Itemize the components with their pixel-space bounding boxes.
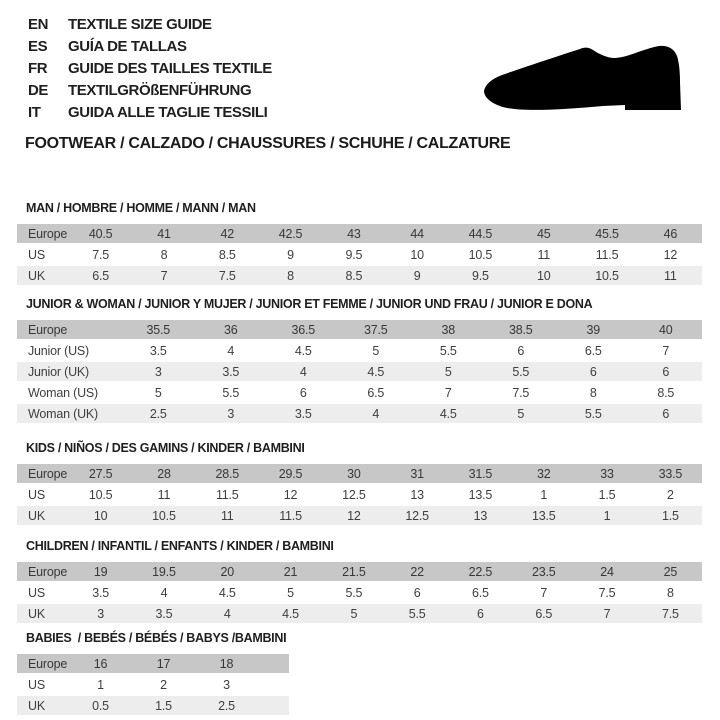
size-value: 9.5: [449, 265, 512, 286]
size-value: 3.5: [267, 403, 340, 424]
table-row: [17, 484, 702, 505]
size-table-kids: [17, 464, 702, 527]
size-table-section-kids: [17, 441, 702, 527]
header: [17, 14, 702, 154]
size-value: 17: [132, 654, 195, 674]
table-row: [17, 674, 289, 695]
size-value: 3: [195, 674, 258, 695]
size-value: 39: [557, 320, 630, 340]
size-value: 6.5: [557, 340, 630, 361]
size-value: 10.5: [449, 244, 512, 265]
size-value: 7: [575, 603, 638, 624]
size-value: 9.5: [322, 244, 385, 265]
spacer-cell: [258, 654, 289, 674]
size-value: 8.5: [196, 244, 259, 265]
language-title: TEXTILE SIZE GUIDE: [68, 16, 212, 33]
size-value: 12.5: [385, 505, 448, 526]
row-label: UK: [17, 265, 69, 286]
size-value: 5: [322, 603, 385, 624]
size-value: 13.5: [449, 484, 512, 505]
row-label: Europe: [17, 320, 122, 340]
section-title: CHILDREN / INFANTIL / ENFANTS / KINDER / BAMBINI: [26, 539, 334, 553]
size-value: 9: [259, 244, 322, 265]
language-code: EN: [28, 16, 49, 33]
size-value: 10.5: [575, 265, 638, 286]
size-value: 22.5: [449, 562, 512, 582]
size-value: 13: [385, 484, 448, 505]
size-value: 38.5: [485, 320, 558, 340]
size-value: 4.5: [267, 340, 340, 361]
size-value: 19: [69, 562, 132, 582]
size-value: 11: [639, 265, 702, 286]
language-code: IT: [28, 104, 41, 121]
section-title: JUNIOR & WOMAN / JUNIOR Y MUJER / JUNIOR ET FEMME / JUNIOR UND FRAU / JUNIOR E DONA: [26, 297, 593, 311]
row-label: Europe: [17, 654, 69, 674]
section-title: KIDS / NIÑOS / DES GAMINS / KINDER / BAMBINI: [26, 441, 305, 455]
size-value: 13.5: [512, 505, 575, 526]
size-value: 6.5: [69, 265, 132, 286]
row-label: Europe: [17, 224, 69, 244]
size-value: 42: [196, 224, 259, 244]
language-code: FR: [28, 60, 48, 77]
size-value: 8: [132, 244, 195, 265]
size-value: 10: [69, 505, 132, 526]
size-value: 5.5: [485, 361, 558, 382]
language-code: DE: [28, 82, 49, 99]
size-value: 10: [385, 244, 448, 265]
size-value: 10.5: [69, 484, 132, 505]
size-value: 19.5: [132, 562, 195, 582]
size-value: 36.5: [267, 320, 340, 340]
size-table-section-children: [17, 539, 702, 625]
size-value: 7.5: [485, 382, 558, 403]
size-value: 8: [557, 382, 630, 403]
size-value: 8.5: [322, 265, 385, 286]
size-value: 5.5: [195, 382, 268, 403]
size-table-junior-woman: [17, 320, 702, 425]
size-value: 4.5: [340, 361, 413, 382]
size-value: 1.5: [639, 505, 702, 526]
size-table-section-babies: [17, 631, 702, 717]
size-value: 7.5: [69, 244, 132, 265]
table-row: [17, 464, 702, 484]
size-value: 18: [195, 654, 258, 674]
size-value: 16: [69, 654, 132, 674]
size-value: 13: [449, 505, 512, 526]
size-value: 10.5: [132, 505, 195, 526]
size-value: 32: [512, 464, 575, 484]
size-value: 12: [322, 505, 385, 526]
size-table-babies: [17, 654, 289, 717]
size-value: 11: [512, 244, 575, 265]
size-value: 4: [340, 403, 413, 424]
size-value: 28.5: [196, 464, 259, 484]
size-value: 3.5: [195, 361, 268, 382]
size-value: 11: [132, 484, 195, 505]
size-value: 7.5: [639, 603, 702, 624]
language-row: [17, 14, 702, 36]
size-value: 25: [639, 562, 702, 582]
size-value: 4: [267, 361, 340, 382]
size-value: 38: [412, 320, 485, 340]
table-row: [17, 403, 702, 424]
size-value: 5.5: [322, 582, 385, 603]
row-label: UK: [17, 695, 69, 716]
size-value: 5: [259, 582, 322, 603]
size-value: 35.5: [122, 320, 195, 340]
spacer-cell: [258, 695, 289, 716]
size-value: 30: [322, 464, 385, 484]
table-row: [17, 244, 702, 265]
size-value: 4: [195, 340, 268, 361]
size-value: 2.5: [195, 695, 258, 716]
size-value: 6: [557, 361, 630, 382]
row-label: Junior (US): [17, 340, 122, 361]
language-title: GUIDA ALLE TAGLIE TESSILI: [68, 104, 268, 121]
table-row: [17, 562, 702, 582]
section-title: BABIES / BEBÉS / BÉBÉS / BABYS /BAMBINI: [26, 631, 287, 645]
size-value: 43: [322, 224, 385, 244]
size-value: 5.5: [385, 603, 448, 624]
size-value: 7: [630, 340, 703, 361]
table-row: [17, 361, 702, 382]
size-table-section-man: [17, 201, 702, 287]
size-value: 5: [122, 382, 195, 403]
size-value: 10: [512, 265, 575, 286]
size-value: 6.5: [512, 603, 575, 624]
size-value: 31: [385, 464, 448, 484]
size-value: 2: [132, 674, 195, 695]
size-value: 2: [639, 484, 702, 505]
size-value: 3: [69, 603, 132, 624]
size-value: 1.5: [132, 695, 195, 716]
size-value: 7: [512, 582, 575, 603]
table-row: [17, 695, 289, 716]
size-value: 33.5: [639, 464, 702, 484]
table-row: [17, 603, 702, 624]
language-code: ES: [28, 38, 48, 55]
size-value: 11.5: [196, 484, 259, 505]
size-value: 29.5: [259, 464, 322, 484]
size-value: 12: [259, 484, 322, 505]
size-value: 28: [132, 464, 195, 484]
size-value: 6: [630, 403, 703, 424]
size-value: 11.5: [259, 505, 322, 526]
size-value: 42.5: [259, 224, 322, 244]
row-label: Woman (US): [17, 382, 122, 403]
size-value: 11: [196, 505, 259, 526]
size-table-section-junior-woman: [17, 297, 702, 425]
row-label: US: [17, 244, 69, 265]
table-row: [17, 654, 289, 674]
size-value: 5.5: [412, 340, 485, 361]
row-label: Europe: [17, 562, 69, 582]
size-value: 6: [630, 361, 703, 382]
table-row: [17, 224, 702, 244]
size-value: 8: [639, 582, 702, 603]
size-value: 5.5: [557, 403, 630, 424]
row-label: Junior (UK): [17, 361, 122, 382]
size-value: 5: [340, 340, 413, 361]
size-value: 7: [132, 265, 195, 286]
size-value: 3: [195, 403, 268, 424]
size-value: 22: [385, 562, 448, 582]
language-title: GUIDE DES TAILLES TEXTILE: [68, 60, 272, 77]
size-value: 45.5: [575, 224, 638, 244]
table-row: [17, 582, 702, 603]
size-value: 33: [575, 464, 638, 484]
size-value: 4: [132, 582, 195, 603]
size-value: 46: [639, 224, 702, 244]
row-label: UK: [17, 505, 69, 526]
section-title: MAN / HOMBRE / HOMME / MANN / MAN: [26, 201, 256, 215]
size-value: 0.5: [69, 695, 132, 716]
size-value: 3: [122, 361, 195, 382]
size-value: 27.5: [69, 464, 132, 484]
size-value: 21: [259, 562, 322, 582]
size-value: 6: [485, 340, 558, 361]
size-value: 6: [267, 382, 340, 403]
size-value: 4: [196, 603, 259, 624]
row-label: US: [17, 582, 69, 603]
row-label: Europe: [17, 464, 69, 484]
size-value: 6: [449, 603, 512, 624]
size-value: 12.5: [322, 484, 385, 505]
size-value: 8: [259, 265, 322, 286]
size-value: 6.5: [340, 382, 413, 403]
size-value: 3.5: [69, 582, 132, 603]
category-title: FOOTWEAR / CALZADO / CHAUSSURES / SCHUHE / CALZATURE: [25, 135, 511, 152]
size-value: 44.5: [449, 224, 512, 244]
size-value: 3.5: [132, 603, 195, 624]
size-value: 45: [512, 224, 575, 244]
size-value: 8.5: [630, 382, 703, 403]
table-row: [17, 340, 702, 361]
size-value: 40: [630, 320, 703, 340]
size-value: 44: [385, 224, 448, 244]
size-value: 1: [512, 484, 575, 505]
size-table-children: [17, 562, 702, 625]
size-value: 5: [412, 361, 485, 382]
size-value: 4.5: [259, 603, 322, 624]
row-label: UK: [17, 603, 69, 624]
size-value: 7: [412, 382, 485, 403]
size-value: 3.5: [122, 340, 195, 361]
row-label: US: [17, 484, 69, 505]
size-value: 1.5: [575, 484, 638, 505]
size-value: 36: [195, 320, 268, 340]
size-tables: [17, 201, 702, 717]
size-value: 6: [385, 582, 448, 603]
size-table-man: [17, 224, 702, 287]
size-value: 20: [196, 562, 259, 582]
language-title: GUÍA DE TALLAS: [68, 38, 187, 55]
size-value: 24: [575, 562, 638, 582]
language-title: TEXTILGRÖßENFÜHRUNG: [68, 82, 252, 99]
size-value: 1: [69, 674, 132, 695]
table-row: [17, 265, 702, 286]
size-value: 40.5: [69, 224, 132, 244]
size-value: 21.5: [322, 562, 385, 582]
size-value: 4.5: [196, 582, 259, 603]
size-value: 1: [575, 505, 638, 526]
row-label: Woman (UK): [17, 403, 122, 424]
size-value: 23.5: [512, 562, 575, 582]
shoe-icon: [483, 44, 683, 112]
size-value: 37.5: [340, 320, 413, 340]
table-row: [17, 320, 702, 340]
size-value: 41: [132, 224, 195, 244]
size-value: 11.5: [575, 244, 638, 265]
table-row: [17, 382, 702, 403]
size-value: 31.5: [449, 464, 512, 484]
size-value: 9: [385, 265, 448, 286]
size-value: 6.5: [449, 582, 512, 603]
size-value: 5: [485, 403, 558, 424]
size-value: 2.5: [122, 403, 195, 424]
size-value: 7.5: [196, 265, 259, 286]
spacer-cell: [258, 674, 289, 695]
size-value: 12: [639, 244, 702, 265]
size-value: 7.5: [575, 582, 638, 603]
row-label: US: [17, 674, 69, 695]
table-row: [17, 505, 702, 526]
size-value: 4.5: [412, 403, 485, 424]
